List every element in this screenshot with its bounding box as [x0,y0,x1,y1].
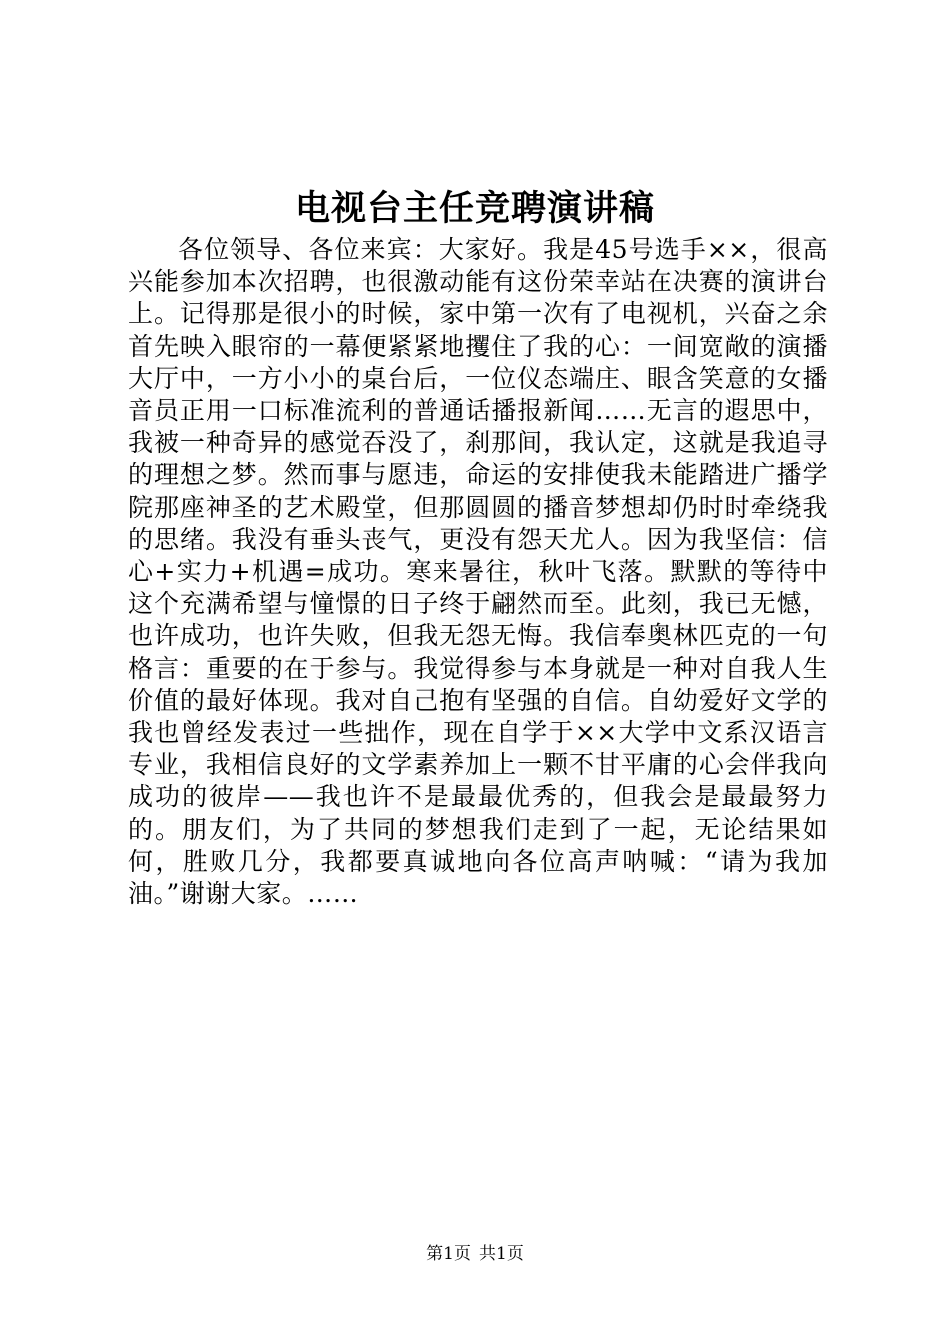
page-number: 第1页 [426,1244,471,1264]
page-footer [0,1242,950,1266]
speech-body-paragraph: 各位领导、各位来宾：大家好。我是45号选手××，很高兴能参加本次招聘，也很激动能有这份荣幸站在决赛的演讲台上。记得那是很小的时候，家中第一次有了电视机，兴奋之余首先映入眼帘的一幕便紧紧地攫住了我的心：一间宽敞的演播大厅中，一方小小的桌台后，一位仪态端庄、眼含笑意的女播音员正用一口标准流利的普通话播报新闻……无言的遐思中，我被一种奇异的感觉吞没了，刹那间，我认定，这就是我追寻的理想之梦。然而事与愿违，命运的安排使我未能踏进广播学院那座神圣的艺术殿堂，但那圆圆的播音梦想却仍时时牵绕我的思绪。我没有垂头丧气，更没有怨天尤人。因为我坚信：信心+实力+机遇=成功。寒来暑往，秋叶飞落。默默的等待中这个充满希望与憧憬的日子终于翩然而至。此刻，我已无憾，也许成功，也许失败，但我无怨无悔。我信奉奥林匹克的一句格言：重要的在于参与。我觉得参与本身就是一种对自我人生价值的最好体现。我对自己抱有坚强的自信。自幼爱好文学的我也曾经发表过一些拙作，现在自学于××大学中文系汉语言专业，我相信良好的文学素养加上一颗不甘平庸的心会伴我向成功的彼岸——我也许不是最最优秀的，但我会是最最努力的。朋友们，为了共同的梦想我们走到了一起，无论结果如何，胜败几分，我都要真诚地向各位高声呐喊：“请为我加油。”谢谢大家。…… [128,235,828,909]
page-total: 共1页 [479,1244,524,1264]
document-title: 电视台主任竞聘演讲稿 [294,188,655,229]
